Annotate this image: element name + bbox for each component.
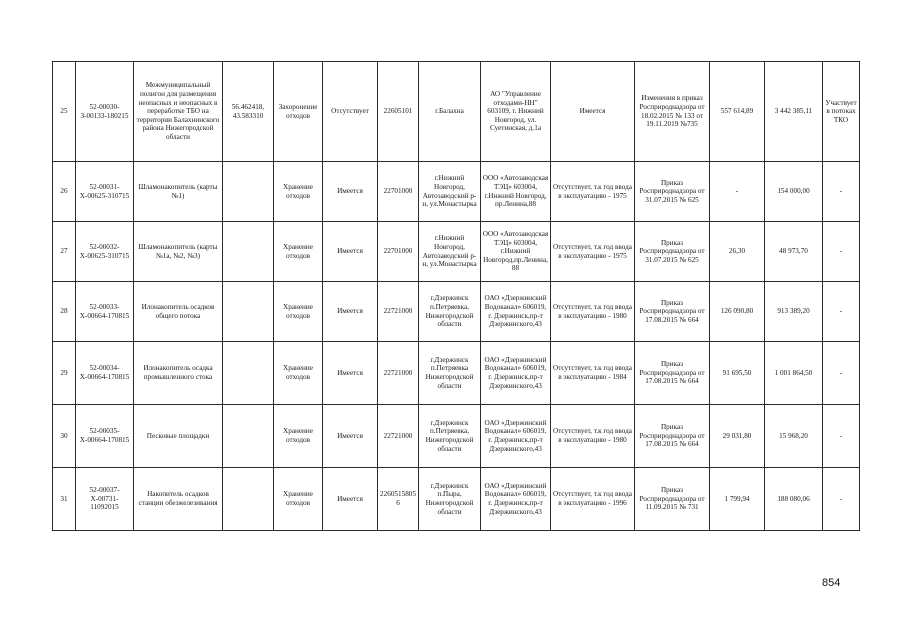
purpose-cell: Захоронение отходов (274, 62, 323, 162)
permit-cell: Имеется (323, 222, 378, 282)
note-cell: - (823, 468, 860, 531)
remaining-capacity-cell: 188 080,06 (765, 468, 823, 531)
remaining-capacity-cell: 48 973,70 (765, 222, 823, 282)
operator-cell: ООО «Автозаводская ТЭЦ» 603004, г.Нижний Новгород,пр.Ленина,88 (481, 222, 551, 282)
registry-code-cell: 52-00037-Х-00731-11092015 (76, 468, 134, 531)
facility-name-cell: Накопитель осадков станции обезжелезивания (134, 468, 223, 531)
operator-cell: ОАО «Дзержинский Водоканал» 606019, г. Дзержинск,пр-т Дзержинского,43 (481, 342, 551, 405)
oktmo-code-cell: 22721000 (378, 405, 419, 468)
row-number-cell: 25 (53, 62, 76, 162)
monitoring-cell: Отсутствует, т.к год ввода в эксплуатацию - 1975 (551, 222, 635, 282)
monitoring-cell: Отсутствует, т.к год ввода в эксплуатацию - 1980 (551, 282, 635, 342)
oktmo-code-cell: 22701000 (378, 162, 419, 222)
table-row (53, 468, 860, 531)
location-cell: г.Дзержинск п.Петряевка Нижегородской области (419, 342, 481, 405)
remaining-capacity-cell: 913 389,20 (765, 282, 823, 342)
registry-code-cell: 52-00031-Х-00625-310715 (76, 162, 134, 222)
registry-body (53, 62, 860, 531)
page-number: 854 (822, 577, 841, 589)
order-cell: Приказ Росприроднадзора от 17.08.2015 № 664 (635, 405, 710, 468)
table-row (53, 282, 860, 342)
accumulated-volume-cell: 29 031,80 (710, 405, 765, 468)
registry-code-cell: 52-00034-Х-00664-170815 (76, 342, 134, 405)
order-cell: Приказ Росприроднадзора от 11.09.2015 № 731 (635, 468, 710, 531)
registry-code-cell: 52-00030-З-00133-180215 (76, 62, 134, 162)
facility-name-cell: Межмуниципальный полигон для размещения неопасных и неопасных в переработке ТБО на территории Балахнинского района Нижегородской области (134, 62, 223, 162)
table-row (53, 405, 860, 468)
remaining-capacity-cell: 1 001 864,50 (765, 342, 823, 405)
monitoring-cell: Отсутствует, т.к год ввода в эксплуатацию - 1996 (551, 468, 635, 531)
registry-code-cell: 52-00033-Х-00664-170815 (76, 282, 134, 342)
order-cell: Приказ Росприроднадзора от 31.07.2015 № 625 (635, 222, 710, 282)
facility-name-cell: Илонакопитель осадка промышленного стока (134, 342, 223, 405)
location-cell: г.Дзержинск п.Петряевка, Нижегородской области (419, 282, 481, 342)
coordinates-cell (223, 162, 274, 222)
coordinates-cell (223, 405, 274, 468)
table-row (53, 62, 860, 162)
note-cell: Участвует в потоках ТКО (823, 62, 860, 162)
accumulated-volume-cell: 1 799,94 (710, 468, 765, 531)
coordinates-cell (223, 222, 274, 282)
operator-cell: ОАО «Дзержинский Водоканал» 606019, г. Дзержинск,пр-т Дзержинского,43 (481, 468, 551, 531)
registry-code-cell: 52-00032-Х-00625-310715 (76, 222, 134, 282)
row-number-cell: 29 (53, 342, 76, 405)
facility-name-cell: Шламонакопитель (карты №1) (134, 162, 223, 222)
table-row (53, 342, 860, 405)
order-cell: Приказ Росприроднадзора от 17.08.2015 № 664 (635, 342, 710, 405)
operator-cell: ОАО «Дзержинский Водоканал» 606019, г. Дзержинск,пр-т Дзержинского,43 (481, 405, 551, 468)
permit-cell: Отсутствует (323, 62, 378, 162)
location-cell: г.Дзержинск п.Петряевка, Нижегородской области (419, 405, 481, 468)
row-number-cell: 28 (53, 282, 76, 342)
oktmo-code-cell: 22605101 (378, 62, 419, 162)
facility-name-cell: Песковые площадки (134, 405, 223, 468)
monitoring-cell: Отсутствует, т.к год ввода в эксплуатацию - 1984 (551, 342, 635, 405)
operator-cell: АО "Управление отходами-НН" 603109, г. Нижний Новгород, ул. Суетинская, д.1а (481, 62, 551, 162)
permit-cell: Имеется (323, 162, 378, 222)
oktmo-code-cell: 22721000 (378, 282, 419, 342)
operator-cell: ООО «Автозаводская ТЭЦ» 603004, г.Нижний Новгород, пр.Ленина,88 (481, 162, 551, 222)
location-cell: г.Дзержинск п.Пыра, Нижегородской области (419, 468, 481, 531)
waste-facility-registry-table (52, 61, 860, 531)
oktmo-code-cell: 22721000 (378, 342, 419, 405)
coordinates-cell (223, 342, 274, 405)
oktmo-code-cell: 22701000 (378, 222, 419, 282)
coordinates-cell (223, 282, 274, 342)
accumulated-volume-cell: 557 614,89 (710, 62, 765, 162)
accumulated-volume-cell: 91 695,50 (710, 342, 765, 405)
row-number-cell: 31 (53, 468, 76, 531)
purpose-cell: Хранение отходов (274, 342, 323, 405)
accumulated-volume-cell: 26,30 (710, 222, 765, 282)
coordinates-cell: 56.462418, 43.583310 (223, 62, 274, 162)
permit-cell: Имеется (323, 342, 378, 405)
order-cell: Приказ Росприроднадзора от 31.07.2015 № 625 (635, 162, 710, 222)
remaining-capacity-cell: 15 968,20 (765, 405, 823, 468)
permit-cell: Имеется (323, 405, 378, 468)
note-cell: - (823, 405, 860, 468)
location-cell: г.Нижний Новгород, Автозаводский р-н, ул.Монастырка (419, 222, 481, 282)
table-row (53, 162, 860, 222)
row-number-cell: 26 (53, 162, 76, 222)
purpose-cell: Хранение отходов (274, 405, 323, 468)
note-cell: - (823, 282, 860, 342)
row-number-cell: 27 (53, 222, 76, 282)
table-row (53, 222, 860, 282)
permit-cell: Имеется (323, 468, 378, 531)
purpose-cell: Хранение отходов (274, 282, 323, 342)
purpose-cell: Хранение отходов (274, 162, 323, 222)
monitoring-cell: Имеется (551, 62, 635, 162)
order-cell: Приказ Росприроднадзора от 17.08.2015 № 664 (635, 282, 710, 342)
accumulated-volume-cell: 126 090,80 (710, 282, 765, 342)
location-cell: г.Нижний Новгород, Автозаводский р-н, ул.Монастырка (419, 162, 481, 222)
order-cell: Изменения в приказ Росприроднадзора от 18.02.2015 № 133 от 19.11.2019 №735 (635, 62, 710, 162)
facility-name-cell: Шламонакопитель (карты №1а, №2, №3) (134, 222, 223, 282)
purpose-cell: Хранение отходов (274, 222, 323, 282)
coordinates-cell (223, 468, 274, 531)
facility-name-cell: Илонакопитель осадков общего потока (134, 282, 223, 342)
note-cell: - (823, 162, 860, 222)
registry-code-cell: 52-00035-Х-00664-170815 (76, 405, 134, 468)
monitoring-cell: Отсутствует, т.к год ввода в эксплуатацию - 1980 (551, 405, 635, 468)
accumulated-volume-cell: - (710, 162, 765, 222)
permit-cell: Имеется (323, 282, 378, 342)
location-cell: г.Балахна (419, 62, 481, 162)
note-cell: - (823, 222, 860, 282)
operator-cell: ОАО «Дзержинский Водоканал» 606019, г. Дзержинск,пр-т Дзержинского,43 (481, 282, 551, 342)
purpose-cell: Хранение отходов (274, 468, 323, 531)
remaining-capacity-cell: 3 442 385,11 (765, 62, 823, 162)
row-number-cell: 30 (53, 405, 76, 468)
note-cell: - (823, 342, 860, 405)
remaining-capacity-cell: 154 000,00 (765, 162, 823, 222)
monitoring-cell: Отсутствует, т.к год ввода в эксплуатацию - 1975 (551, 162, 635, 222)
oktmo-code-cell: 22605158056 (378, 468, 419, 531)
